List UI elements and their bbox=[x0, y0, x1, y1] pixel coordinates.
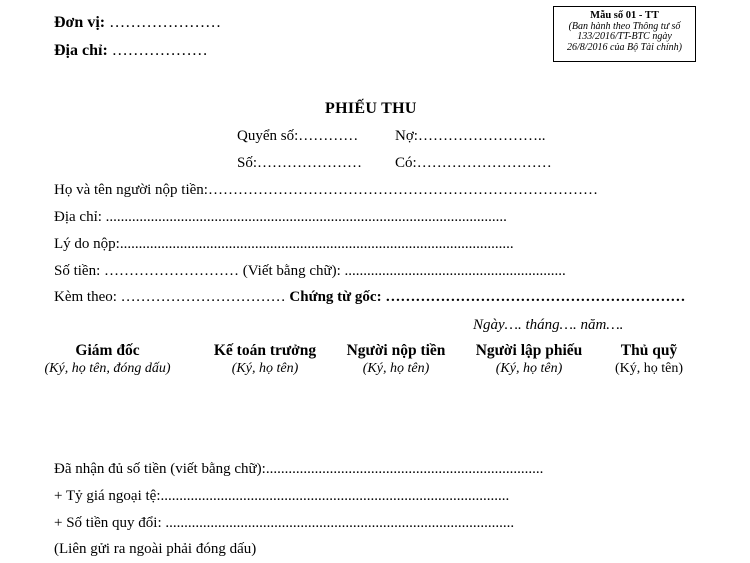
signature-note: (Ký, họ tên) bbox=[231, 361, 299, 376]
address-line bbox=[54, 42, 208, 60]
signature-role: Thủ quỹ bbox=[620, 342, 678, 359]
unit-dots: ………………… bbox=[109, 14, 222, 31]
credit-account bbox=[395, 155, 552, 172]
payer-name-field: Họ và tên người nộp tiền:…………………………………………………………………… bbox=[54, 182, 598, 198]
form-basis-line3: 26/8/2016 của Bộ Tài chính) bbox=[567, 41, 682, 53]
signature-role: Giám đốc bbox=[75, 342, 140, 359]
credit-label: Có: bbox=[395, 155, 417, 171]
address-field: Địa chỉ: ........................................................................................................... bbox=[54, 209, 507, 225]
exchange-rate-field: + Tỷ giá ngoại tệ:............................................................................................. bbox=[54, 488, 510, 504]
attached-field bbox=[54, 289, 685, 306]
received-amount-field: Đã nhận đủ số tiền (viết bằng chữ):.......................................................................... bbox=[54, 461, 544, 477]
reason-field: Lý do nộp:......................................................................................................... bbox=[54, 236, 514, 252]
source-doc-label: Chứng từ gốc: …………………………………………………… bbox=[289, 289, 686, 305]
signature-role: Người nộp tiền bbox=[346, 342, 446, 359]
form-basis-line2: 133/2016/TT-BTC ngày bbox=[577, 31, 672, 42]
receipt-number bbox=[237, 155, 362, 172]
amount-field: Số tiền: ……………………… (Viết bằng chữ): ........................................................... bbox=[54, 263, 566, 279]
credit-dots: ……………………… bbox=[416, 155, 552, 171]
signature-note: (Ký, họ tên) bbox=[495, 361, 563, 376]
form-code: Mẫu số 01 - TT bbox=[590, 10, 659, 21]
address-label: Địa chỉ: bbox=[54, 42, 108, 59]
number-dots: ………………… bbox=[257, 155, 363, 171]
address-dots: ……………… bbox=[111, 42, 208, 59]
date-line: Ngày…. tháng…. năm…. bbox=[473, 317, 624, 333]
signature-director bbox=[30, 342, 185, 377]
form-code-box bbox=[553, 6, 696, 62]
book-dots: ………… bbox=[298, 128, 359, 144]
attached-label: Kèm theo: …………………………… bbox=[54, 289, 286, 305]
signature-note: (Ký, họ tên) bbox=[614, 361, 684, 376]
document-title: PHIẾU THU bbox=[325, 100, 417, 117]
book-label: Quyển số: bbox=[237, 128, 299, 144]
debit-account bbox=[395, 128, 545, 145]
debit-label: Nợ: bbox=[395, 128, 418, 144]
unit-line bbox=[54, 14, 221, 32]
stamp-note: (Liên gửi ra ngoài phải đóng dấu) bbox=[54, 541, 257, 557]
signature-role: Kế toán trưởng bbox=[213, 342, 317, 359]
unit-label: Đơn vị: bbox=[54, 14, 106, 31]
signature-role: Người lập phiếu bbox=[475, 342, 583, 359]
book-number bbox=[237, 128, 358, 145]
debit-dots: …………………….. bbox=[417, 128, 546, 144]
signature-preparer bbox=[467, 342, 591, 377]
signature-note: (Ký, họ tên) bbox=[362, 361, 430, 376]
number-label: Số: bbox=[237, 155, 258, 171]
signature-note: (Ký, họ tên, đóng dấu) bbox=[44, 361, 171, 376]
converted-amount-field: + Số tiền quy đổi: ............................................................................................. bbox=[54, 515, 515, 531]
signature-chief-accountant bbox=[202, 342, 328, 377]
signature-cashier bbox=[603, 342, 695, 377]
signature-payer bbox=[340, 342, 452, 377]
form-basis-line1: (Ban hành theo Thông tư số bbox=[568, 20, 681, 32]
